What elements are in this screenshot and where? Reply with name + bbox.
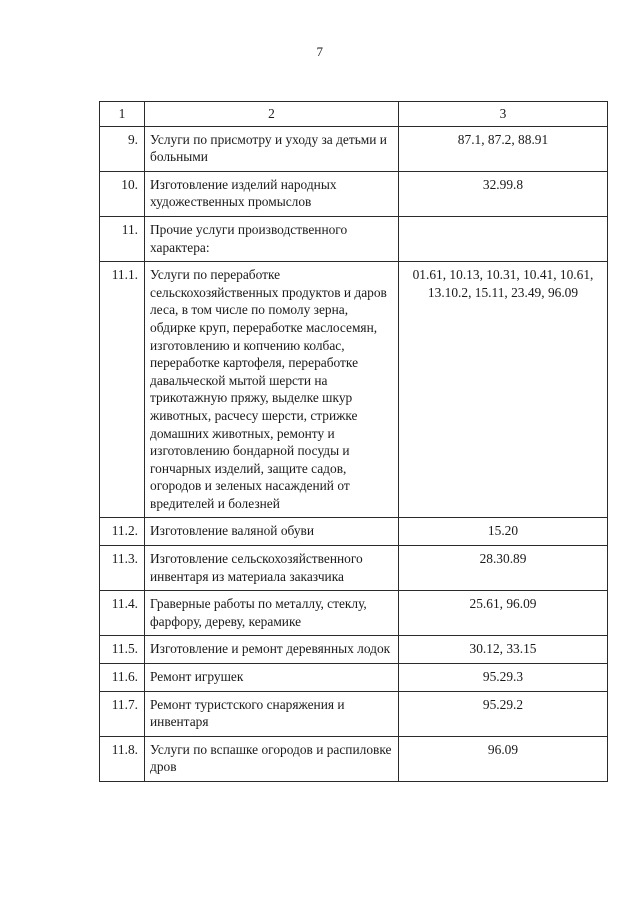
- column-header-service: 2: [145, 102, 399, 127]
- service-name: Прочие услуги производственного характера:: [145, 216, 399, 261]
- table-row: [100, 636, 608, 664]
- table-row: [100, 262, 608, 518]
- row-number: 11.7.: [100, 691, 145, 736]
- column-header-number: 1: [100, 102, 145, 127]
- row-number: 11.1.: [100, 262, 145, 518]
- service-name: Изготовление валяной обуви: [145, 518, 399, 546]
- row-number: 11.6.: [100, 664, 145, 692]
- classifier-codes: 30.12, 33.15: [399, 636, 608, 664]
- classifier-codes: 15.20: [399, 518, 608, 546]
- service-name: Изготовление изделий народных художественных промыслов: [145, 171, 399, 216]
- row-number: 11.2.: [100, 518, 145, 546]
- table-row: [100, 736, 608, 781]
- table-row: [100, 126, 608, 171]
- table-row: [100, 691, 608, 736]
- row-number: 11.3.: [100, 546, 145, 591]
- service-name: Услуги по переработке сельскохозяйственных продуктов и даров леса, в том числе по помолу зерна, обдирке круп, переработке маслосемян, изготовлению и копчению колбас, переработке картофеля, переработке давальческой мытой шерсти на трикотажную пряжу, выделке шкур животных, расчесу шерсти, стрижке домашних животных, ремонту и изготовлению бондарной посуды и гончарных изделий, защите садов, огородов и зеленых насаждений от вредителей и болезней: [145, 262, 399, 518]
- column-header-codes: 3: [399, 102, 608, 127]
- page-number: 7: [316, 44, 324, 59]
- services-table: [99, 101, 608, 782]
- table-row: [100, 664, 608, 692]
- classifier-codes: 25.61, 96.09: [399, 591, 608, 636]
- table-row: [100, 591, 608, 636]
- row-number: 11.8.: [100, 736, 145, 781]
- row-number: 11.5.: [100, 636, 145, 664]
- classifier-codes: 28.30.89: [399, 546, 608, 591]
- table-row: [100, 216, 608, 261]
- classifier-codes: 96.09: [399, 736, 608, 781]
- service-name: Ремонт игрушек: [145, 664, 399, 692]
- service-name: Граверные работы по металлу, стеклу, фарфору, дереву, керамике: [145, 591, 399, 636]
- service-name: Изготовление и ремонт деревянных лодок: [145, 636, 399, 664]
- classifier-codes: 95.29.3: [399, 664, 608, 692]
- service-name: Услуги по вспашке огородов и распиловке дров: [145, 736, 399, 781]
- table-row: [100, 518, 608, 546]
- table-row: [100, 546, 608, 591]
- service-name: Ремонт туристского снаряжения и инвентаря: [145, 691, 399, 736]
- classifier-codes: 01.61, 10.13, 10.31, 10.41, 10.61, 13.10.2, 15.11, 23.49, 96.09: [399, 262, 608, 518]
- row-number: 9.: [100, 126, 145, 171]
- table-header-row: [100, 102, 608, 127]
- row-number: 10.: [100, 171, 145, 216]
- service-name: Услуги по присмотру и уходу за детьми и больными: [145, 126, 399, 171]
- table-row: [100, 171, 608, 216]
- row-number: 11.4.: [100, 591, 145, 636]
- classifier-codes: 87.1, 87.2, 88.91: [399, 126, 608, 171]
- classifier-codes: [399, 216, 608, 261]
- classifier-codes: 32.99.8: [399, 171, 608, 216]
- classifier-codes: 95.29.2: [399, 691, 608, 736]
- service-name: Изготовление сельскохозяйственного инвентаря из материала заказчика: [145, 546, 399, 591]
- row-number: 11.: [100, 216, 145, 261]
